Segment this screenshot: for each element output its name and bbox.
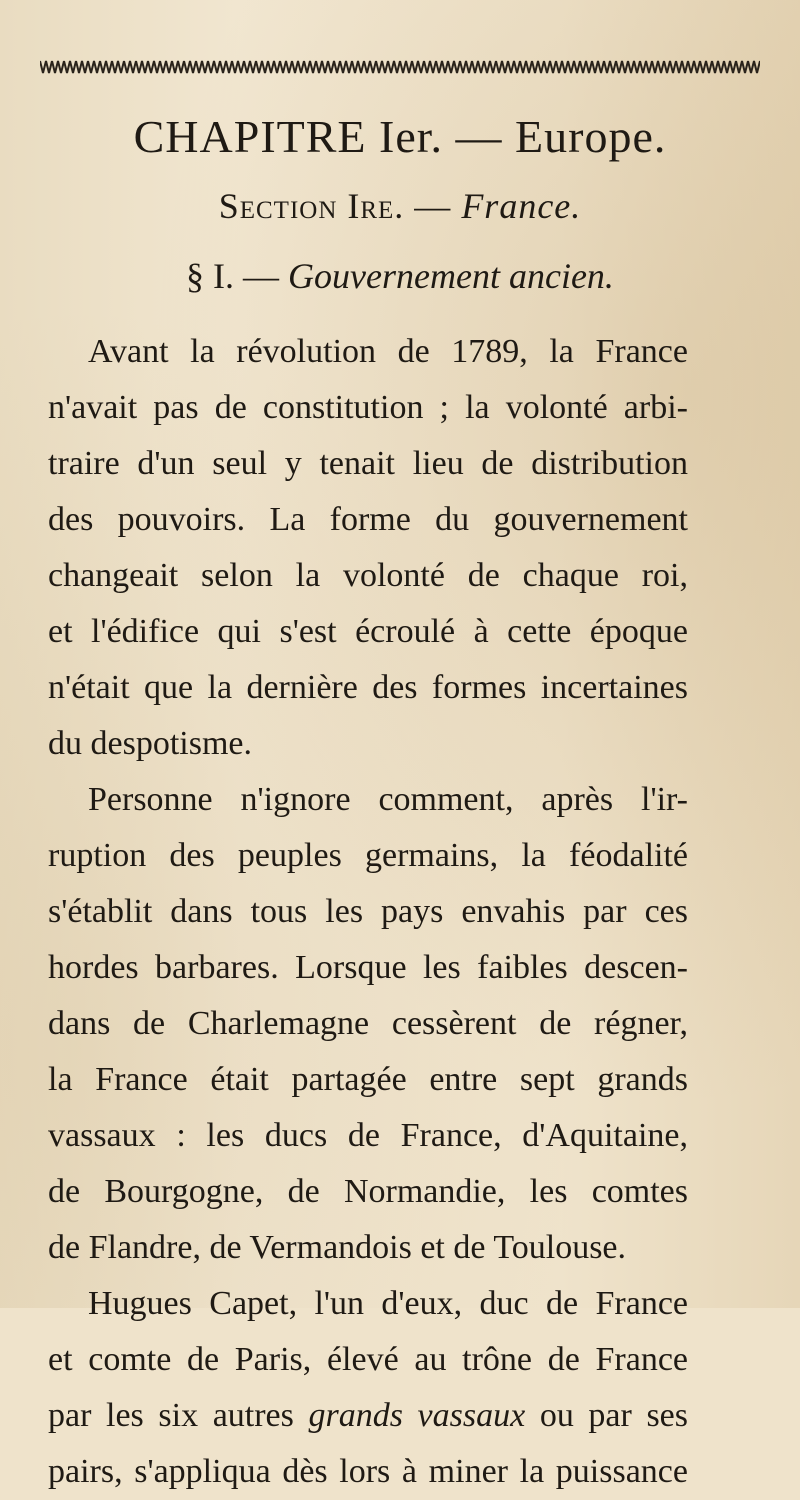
text-line: de Flandre, de Vermandois et de Toulouse.	[48, 1229, 627, 1266]
italic-text-segment: grands vassaux	[308, 1397, 526, 1434]
text-line: Avant la révolution de 1789, la France	[88, 333, 688, 370]
text-line: Hugues Capet, l'un d'eux, duc de France	[88, 1285, 688, 1322]
text-line: dans de Charlemagne cessèrent de régner,	[48, 1005, 688, 1042]
text-line	[48, 1388, 688, 1444]
text-line: n'était que la dernière des formes incertaines	[48, 669, 688, 706]
text-line: vassaux : les ducs de France, d'Aquitaine,	[48, 1117, 688, 1154]
text-line: hordes barbares. Lorsque les faibles descen-	[48, 949, 688, 986]
section-label: Section Ire. —	[218, 186, 462, 226]
text-line: changeait selon la volonté de chaque roi,	[48, 557, 688, 594]
text-segment: par les six autres	[48, 1397, 309, 1434]
body-text	[48, 324, 688, 1500]
text-line: s'établit dans tous les pays envahis par ces	[48, 893, 688, 930]
text-line: de Bourgogne, de Normandie, les comtes	[48, 1173, 688, 1210]
text-line: ruption des peuples germains, la féodalité	[48, 837, 688, 874]
chapter-heading: CHAPITRE Ier. — Europe.	[133, 111, 667, 162]
text-line: la France était partagée entre sept grands	[48, 1061, 688, 1098]
text-line: des pouvoirs. La forme du gouvernement	[48, 501, 688, 538]
section-heading	[0, 185, 800, 227]
text-line: traire d'un seul y tenait lieu de distribution	[48, 445, 688, 482]
text-line: et l'édifice qui s'est écroulé à cette époque	[48, 613, 688, 650]
text-line: pairs, s'appliqua dès lors à miner la puissance	[48, 1453, 688, 1490]
text-line: et comte de Paris, élevé au trône de France	[48, 1341, 688, 1378]
text-line: du despotisme.	[48, 725, 252, 762]
decorative-border-ornament	[40, 58, 760, 76]
subsection-heading	[0, 255, 800, 297]
text-line: Personne n'ignore comment, après l'ir-	[88, 781, 688, 818]
text-line: n'avait pas de constitution ; la volonté arbi-	[48, 389, 688, 426]
subsection-label: § I. —	[186, 256, 289, 296]
section-title: France.	[461, 186, 582, 226]
text-segment: ou par ses	[525, 1397, 688, 1434]
subsection-title: Gouvernement ancien.	[288, 256, 614, 296]
